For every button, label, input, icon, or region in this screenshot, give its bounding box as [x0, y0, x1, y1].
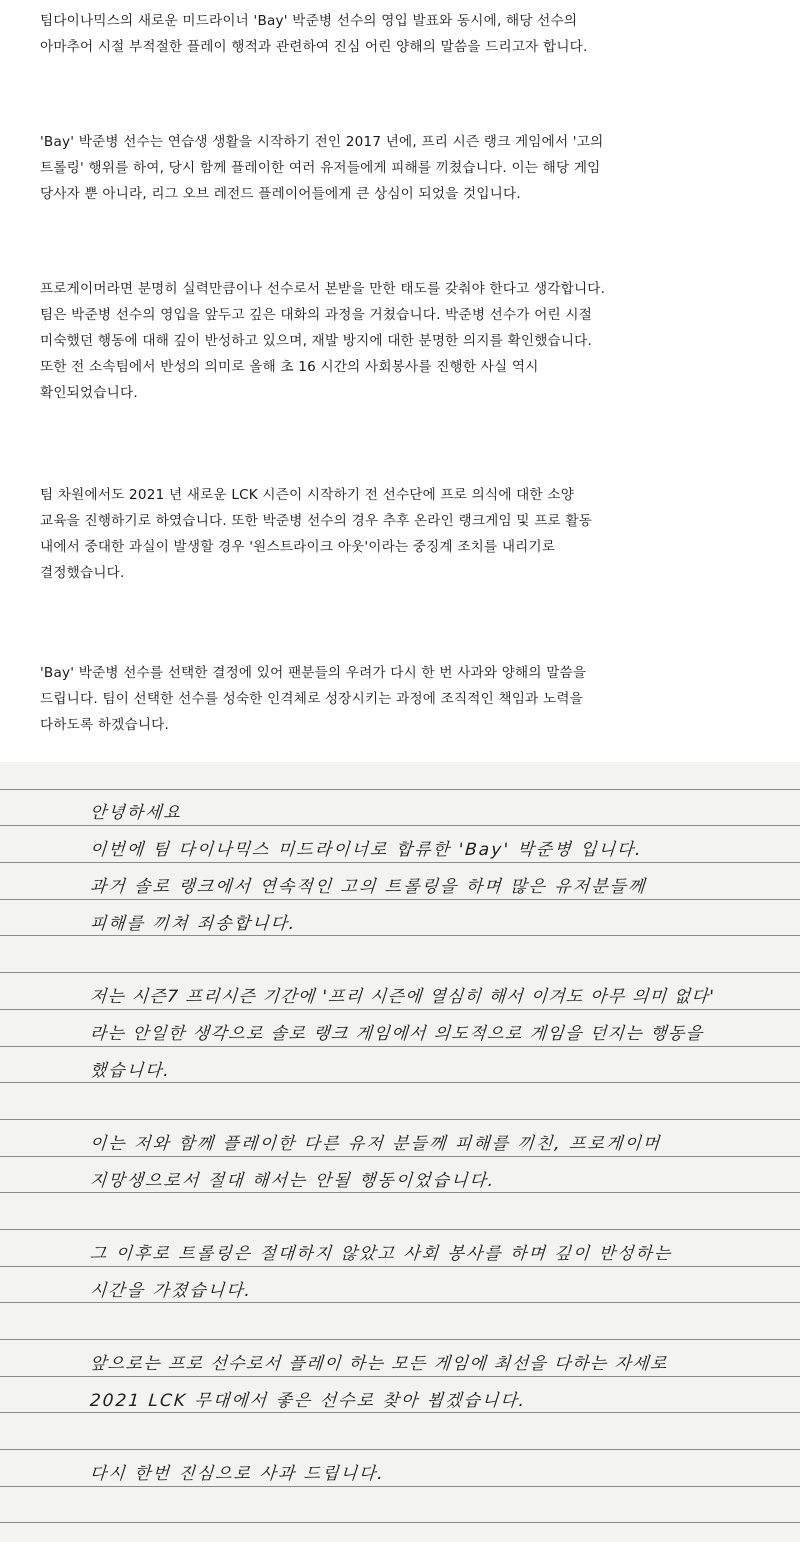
letter-line: 앞으로는 프로 선수로서 플레이 하는 모든 게임에 최선을 다하는 자세로	[89, 1354, 669, 1374]
statement-paragraph	[40, 482, 766, 586]
statement-line: 또한 전 소속팀에서 반성의 의미로 올해 초 16 시간의 사회봉사를 진행한 사실 역시	[40, 359, 539, 375]
statement-line: 팀은 박준병 선수의 영입을 앞두고 깊은 대화의 과정을 거쳤습니다. 박준병 선수가 어린 시절	[40, 307, 593, 323]
letter-line: 과거 솔로 랭크에서 연속적인 고의 트롤링을 하며 많은 유저분들께	[89, 877, 648, 897]
letter-greeting: 안녕하세요	[89, 803, 183, 823]
statement-paragraph	[40, 129, 766, 207]
ruled-line	[0, 1302, 800, 1303]
ruled-line	[0, 1339, 800, 1340]
ruled-line	[0, 825, 800, 826]
letter-line: 그 이후로 트롤링은 절대하지 않았고 사회 봉사를 하며 깊이 반성하는	[89, 1244, 673, 1264]
ruled-line	[0, 1412, 800, 1413]
ruled-line	[0, 1156, 800, 1157]
ruled-line	[0, 1119, 800, 1120]
ruled-line	[0, 862, 800, 863]
statement-line: 프로게이머라면 분명히 실력만큼이나 선수로서 본받을 만한 태도를 갖춰야 한다고 생각합니다.	[40, 281, 606, 297]
ruled-line	[0, 1522, 800, 1523]
letter-line: 시간을 가졌습니다.	[89, 1281, 253, 1301]
ruled-line	[0, 935, 800, 936]
letter-line: 2021 LCK 무대에서 좋은 선수로 찾아 뵙겠습니다.	[89, 1391, 527, 1411]
statement-line: 'Bay' 박준병 선수를 선택한 결정에 있어 팬분들의 우려가 다시 한 번 사과와 양해의 말씀을	[40, 665, 587, 681]
statement-line: 교육을 진행하기로 하였습니다. 또한 박준병 선수의 경우 추후 온라인 랭크게임 및 프로 활동	[40, 513, 593, 529]
statement-paragraph	[40, 660, 766, 738]
statement-line: 드립니다. 팀이 선택한 선수를 성숙한 인격체로 성장시키는 과정에 조직적인 책임과 노력을	[40, 691, 583, 707]
letter-line: 지망생으로서 절대 해서는 안될 행동이었습니다.	[89, 1171, 496, 1191]
letter-line: 저는 시즌7 프리시즌 기간에 '프리 시즌에 열심히 해서 이겨도 아무 의미 없다'	[89, 987, 716, 1007]
ruled-line	[0, 1192, 800, 1193]
ruled-line	[0, 1449, 800, 1450]
statement-line: 'Bay' 박준병 선수는 연습생 생활을 시작하기 전인 2017 년에, 프리 시즌 랭크 게임에서 '고의	[40, 134, 604, 150]
statement-line: 아마추어 시절 부적절한 플레이 행적과 관련하여 진심 어린 양해의 말씀을 드리고자 합니다.	[40, 39, 588, 55]
ruled-line	[0, 1009, 800, 1010]
statement-line: 당사자 뿐 아니라, 리그 오브 레전드 플레이어들에게 큰 상심이 되었을 것입니다.	[40, 186, 521, 202]
statement-line: 트롤링' 행위를 하여, 당시 함께 플레이한 여러 유저들에게 피해를 끼쳤습니다. 이는 해당 게임	[40, 160, 601, 176]
ruled-line	[0, 1082, 800, 1083]
ruled-line	[0, 899, 800, 900]
statement-line: 확인되었습니다.	[40, 385, 138, 401]
statement-paragraph	[40, 276, 766, 406]
statement-line: 다하도록 하겠습니다.	[40, 717, 170, 733]
ruled-line	[0, 972, 800, 973]
ruled-line	[0, 1486, 800, 1487]
ruled-line	[0, 1229, 800, 1230]
letter-line: 했습니다.	[89, 1061, 172, 1081]
ruled-line	[0, 789, 800, 790]
letter-closing: 다시 한번 진심으로 사과 드립니다.	[89, 1464, 386, 1484]
letter-line: 이번에 팀 다이나믹스 미드라이너로 합류한 'Bay' 박준병 입니다.	[89, 840, 644, 860]
statement-line: 팀다이나믹스의 새로운 미드라이너 'Bay' 박준병 선수의 영입 발표와 동시에, 해당 선수의	[40, 13, 578, 29]
statement-line: 결정했습니다.	[40, 565, 125, 581]
statement-paragraph	[40, 8, 766, 60]
ruled-line	[0, 1266, 800, 1267]
ruled-line	[0, 1046, 800, 1047]
statement-line: 내에서 중대한 과실이 발생할 경우 '원스트라이크 아웃'이라는 중징계 조치를 내리기로	[40, 539, 556, 555]
statement-line: 팀 차원에서도 2021 년 새로운 LCK 시즌이 시작하기 전 선수단에 프로 의식에 대한 소양	[40, 487, 575, 503]
letter-line: 이는 저와 함께 플레이한 다른 유저 분들께 피해를 끼친, 프로게이머	[89, 1134, 662, 1154]
letter-line: 피해를 끼쳐 죄송합니다.	[89, 914, 297, 934]
handwritten-letter	[0, 762, 800, 1542]
statement-line: 미숙했던 행동에 대해 깊이 반성하고 있으며, 재발 방지에 대한 분명한 의지를 확인했습니다.	[40, 333, 593, 349]
letter-line: 라는 안일한 생각으로 솔로 랭크 게임에서 의도적으로 게임을 던지는 행동을	[89, 1024, 705, 1044]
ruled-line	[0, 1376, 800, 1377]
typed-statement	[0, 0, 800, 762]
